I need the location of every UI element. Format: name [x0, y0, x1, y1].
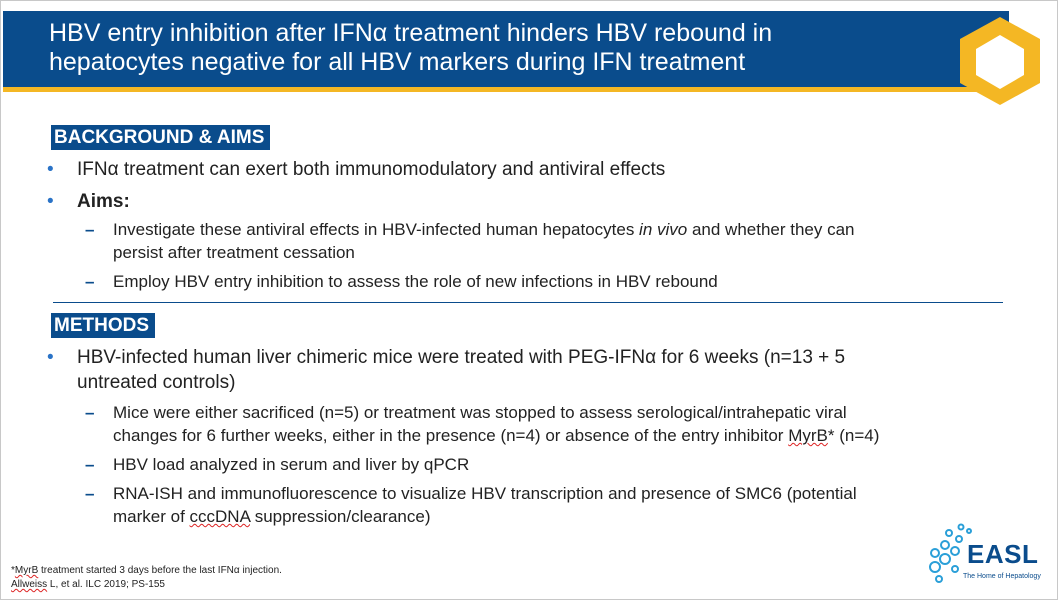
bullet-icon: • [47, 347, 54, 368]
dash-icon: – [85, 455, 95, 474]
bullet-icon: • [47, 159, 54, 180]
bullet-text: Aims: [77, 191, 130, 212]
sub-bullet-text: Employ HBV entry inhibition to assess the role of new infections in HBV rebound [113, 272, 718, 291]
dash-icon: – [85, 484, 95, 503]
text-run: * (n=4) [827, 426, 880, 445]
sub-bullet-text: HBV load analyzed in serum and liver by qPCR [113, 455, 470, 474]
easl-logo-text: EASL [967, 539, 1039, 569]
slide-title [49, 19, 929, 77]
text-run: L, et al. ILC 2019; PS-155 [47, 579, 165, 590]
easl-tagline: The Home of Hepatology [963, 573, 1041, 580]
bullet-text: HBV-infected human liver chimeric mice were treated with PEG-IFNα for 6 weeks (n=13 + 5 [77, 347, 846, 368]
footnote-citation [11, 578, 165, 591]
sub-bullet-text [113, 506, 430, 528]
sub-bullet-text: Mice were either sacrificed (n=5) or treatment was stopped to assess serological/intrahepatic viral [113, 403, 847, 422]
italic-text-run: in vivo [639, 220, 688, 239]
bullet-icon: • [47, 191, 54, 212]
title-line-1: HBV entry inhibition after IFNα treatment hinders HBV rebound in [49, 19, 773, 47]
title-line-2: hepatocytes negative for all HBV markers during IFN treatment [49, 48, 746, 76]
text-run: changes for 6 further weeks, either in the presence (n=4) or absence of the entry inhibitor [113, 426, 789, 445]
bullet-text: untreated controls) [77, 372, 236, 393]
section-divider [53, 302, 1003, 303]
bullet-text: IFNα treatment can exert both immunomodulatory and antiviral effects [77, 159, 666, 180]
title-bar [3, 11, 1009, 92]
spellcheck-text-run: MyrB [14, 565, 39, 576]
dash-icon: – [85, 272, 95, 291]
text-run: and whether they can [687, 220, 855, 239]
footnote-treatment [11, 564, 282, 577]
dash-icon: – [85, 403, 95, 422]
text-run: marker of [113, 507, 190, 526]
background-section-label: BACKGROUND & AIMS [51, 125, 270, 150]
spellcheck-text-run: cccDNA [189, 507, 250, 526]
methods-section-label: METHODS [51, 313, 155, 338]
hexagon-logo-icon [954, 13, 1046, 109]
sub-bullet-text: RNA-ISH and immunofluorescence to visualize HBV transcription and presence of SMC6 (potential [113, 484, 857, 503]
sub-bullet-text [113, 425, 879, 447]
dash-icon: – [85, 220, 95, 239]
text-run: Investigate these antiviral effects in HBV-infected human hepatocytes [113, 220, 640, 239]
text-run: * [11, 565, 15, 576]
text-run: treatment started 3 days before the last IFNα injection. [38, 565, 282, 576]
text-run: suppression/clearance) [250, 507, 431, 526]
sub-bullet-text: persist after treatment cessation [113, 243, 355, 262]
sub-bullet-text [113, 219, 855, 241]
spellcheck-text-run: Allweiss [11, 579, 48, 590]
spellcheck-text-run: MyrB [788, 426, 828, 445]
